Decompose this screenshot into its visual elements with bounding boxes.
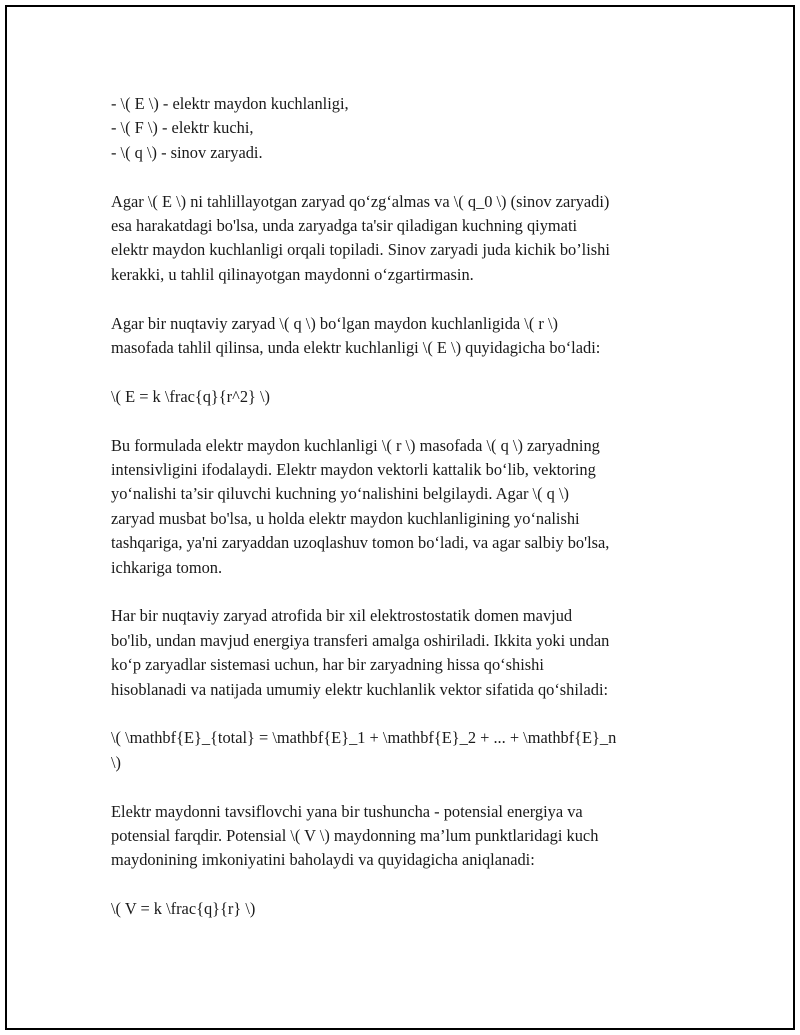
text-line: ko‘p zaryadlar sistemasi uchun, har bir zaryadning hissa qo‘shishi — [111, 655, 544, 675]
text-line: hisoblanadi va natijada umumiy elektr kuchlanlik vektor sifatida qo‘shiladi: — [111, 679, 609, 699]
paragraph-potential — [111, 800, 691, 873]
text-line: maydonining imkoniyatini baholaydi va quyidagicha aniqlanadi: — [111, 850, 535, 870]
text-line: zaryad musbat bo'lsa, u holda elektr maydon kuchlanligining yo‘nalishi — [111, 508, 580, 528]
list-item: - \( E \) - elektr maydon kuchlanligi, — [111, 94, 349, 113]
text-line: elektr maydon kuchlanligi orqali topiladi. Sinov zaryadi juda kichik bo’lishi — [111, 240, 610, 260]
formula-line: \( E = k \frac{q}{r^2} \) — [111, 386, 270, 406]
text-line: Bu formulada elektr maydon kuchlanligi \( r \) masofada \( q \) zaryadning — [111, 435, 600, 455]
text-line: intensivligini ifodalaydi. Elektr maydon vektorli kattalik bo‘lib, vektoring — [111, 460, 596, 480]
list-item: - \( F \) - elektr kuchi, — [111, 118, 254, 138]
paragraph-field-direction — [111, 434, 691, 580]
text-line: kerakki, u tahlil qilinayotgan maydonni o‘zgartirmasin. — [111, 264, 474, 284]
text-line: yo‘nalishi ta’sir qiluvchi kuchning yo‘nalishini belgilaydi. Agar \( q \) — [111, 484, 569, 504]
text-line: Agar \( E \) ni tahlillayotgan zaryad qo‘zg‘almas va \( q_0 \) (sinov zaryadi) — [111, 191, 610, 211]
formula-field-strength — [111, 385, 691, 409]
paragraph-superposition — [111, 604, 691, 702]
list-item: - \( q \) - sinov zaryadi. — [111, 142, 263, 162]
text-line: bo'lib, undan mavjud energiya transferi amalga oshiriladi. Ikkita yoki undan — [111, 630, 610, 650]
formula-total-field — [111, 726, 691, 775]
text-line: esa harakatdagi bo'lsa, unda zaryadga ta'sir qiladigan kuchning qiymati — [111, 216, 578, 236]
formula-line: \( V = k \frac{q}{r} \) — [111, 899, 256, 919]
paragraph-test-charge — [111, 190, 691, 288]
text-line: ichkariga tomon. — [111, 557, 223, 577]
definition-list — [111, 92, 691, 165]
text-line: Agar bir nuqtaviy zaryad \( q \) bo‘lgan maydon kuchlanligida \( r \) — [111, 313, 558, 333]
formula-line: \) — [111, 752, 122, 772]
text-line: masofada tahlil qilinsa, unda elektr kuchlanligi \( E \) quyidagicha bo‘ladi: — [111, 338, 601, 358]
formula-potential — [111, 897, 691, 921]
paragraph-point-charge — [111, 312, 691, 361]
text-line: potensial farqdir. Potensial \( V \) maydonning ma’lum punktlaridagi kuch — [111, 826, 599, 846]
document-body — [111, 92, 691, 946]
text-line: tashqariga, ya'ni zaryaddan uzoqlashuv tomon bo‘ladi, va agar salbiy bo'lsa, — [111, 533, 610, 553]
text-line: Har bir nuqtaviy zaryad atrofida bir xil elektrostostatik domen mavjud — [111, 606, 573, 626]
text-line: Elektr maydonni tavsiflovchi yana bir tushuncha - potensial energiya va — [111, 801, 583, 821]
formula-line: \( \mathbf{E}_{total} = \mathbf{E}_1 + \mathbf{E}_2 + ... + \mathbf{E}_n — [111, 728, 617, 748]
